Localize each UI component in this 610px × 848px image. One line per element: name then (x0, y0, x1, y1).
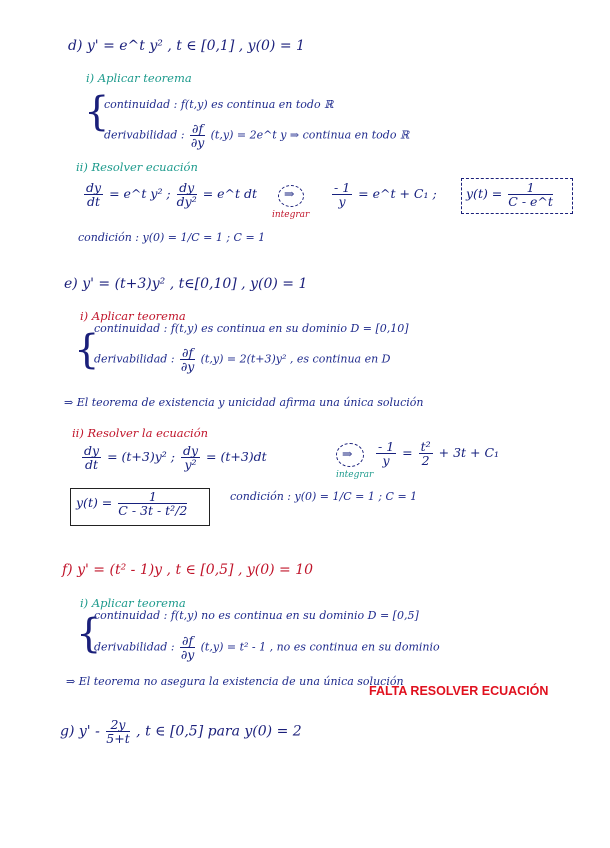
dy2-den: dy² (176, 194, 197, 210)
dt-den: dt (85, 457, 99, 473)
dt-den: dt (87, 194, 101, 210)
eq-a-rest: = (t+3)y² ; (107, 449, 175, 465)
dy-num-2: dy (182, 443, 199, 458)
dy-num: dy (86, 180, 102, 195)
arrow-e: ⇒ (342, 446, 353, 461)
brace-d: { (84, 89, 110, 135)
deriv-rest: (t,y) = t² - 1 , no es continua en su dominio (200, 640, 440, 654)
partial-den: ∂y (190, 135, 205, 151)
sol-num: 1 (118, 490, 187, 504)
problem-d-integrated (330, 181, 437, 208)
problem-g-header (60, 718, 302, 745)
problem-e-step2: ii) Resolver la ecuación (72, 426, 209, 440)
problem-d-continuity: continuidad : f(t,y) es continua en todo ℝ (104, 98, 334, 111)
problem-e-continuity: continuidad : f(t,y) es continua en su dominio D = [0,10] (94, 322, 409, 335)
problem-d-header: d) y' = e^t y² , t ∈ [0,1] , y(0) = 1 (68, 38, 305, 54)
minus-one: - 1 (378, 439, 395, 454)
problem-f-continuity: continuidad : f(t,y) no es continua en su dominio D = [0,5] (94, 609, 419, 622)
deriv-label: derivabilidad : (104, 128, 185, 142)
sol-den: C - e^t (508, 194, 553, 210)
eq-c-rest: + 3t + C₁ (438, 445, 500, 461)
partial-num: ∂f (182, 345, 194, 360)
g-frac-num: 2y (106, 718, 129, 732)
problem-d-derivability (104, 122, 409, 149)
problem-d-condition: condición : y(0) = 1/C = 1 ; C = 1 (78, 231, 266, 244)
dy-num-2: dy (177, 181, 197, 195)
sol-lhs: y(t) = (466, 186, 503, 202)
eq-b-rest: = (t+3)dt (206, 449, 267, 465)
missing-solution-warning: FALTA RESOLVER ECUACIÓN (369, 684, 549, 698)
problem-f-step1: i) Aplicar teorema (80, 596, 186, 610)
g-header-b: , t ∈ [0,5] para y(0) = 2 (136, 723, 302, 740)
problem-e-conclusion: ⇒ El teorema de existencia y unicidad afirma una única solución (64, 396, 424, 409)
problem-d-separation (82, 181, 257, 208)
g-header-a: g) y' - (60, 723, 100, 740)
eq-b-rest: = e^t dt (202, 186, 258, 202)
y-den: y (382, 453, 390, 469)
integrar-note-e: integrar (336, 470, 374, 480)
sol-num: 1 (508, 181, 553, 195)
y-den: y (338, 194, 346, 210)
eq-a-rest: = e^t y² ; (109, 186, 171, 202)
problem-e-derivability (94, 346, 391, 373)
two-den: 2 (421, 453, 430, 469)
brace-e: { (74, 327, 100, 373)
dy-num: dy (84, 443, 100, 458)
y2-den: y² (184, 457, 197, 473)
deriv-label: derivabilidad : (94, 352, 175, 366)
problem-e-solution (76, 490, 189, 517)
integrar-note-d: integrar (272, 210, 310, 220)
problem-e-separation (80, 444, 267, 471)
problem-e-step1: i) Aplicar teorema (80, 309, 186, 323)
partial-num: ∂f (192, 121, 204, 136)
partial-den: ∂y (180, 359, 195, 375)
eq-c-rest: = e^t + C₁ ; (358, 186, 437, 202)
deriv-rest: (t,y) = 2(t+3)y² , es continua en D (200, 352, 391, 366)
problem-e-integrated (374, 440, 499, 467)
problem-f-derivability (94, 634, 440, 661)
deriv-label: derivabilidad : (94, 640, 175, 654)
t2-num: t² (420, 439, 431, 454)
partial-num: ∂f (182, 633, 194, 648)
g-frac-den: 5+t (106, 731, 130, 747)
deriv-rest: (t,y) = 2e^t y ⇒ continua en todo ℝ (210, 128, 410, 142)
problem-f-conclusion: ⇒ El teorema no asegura la existencia de una única solución (66, 675, 404, 688)
equals: = (402, 445, 413, 461)
partial-den: ∂y (180, 647, 195, 663)
brace-f: { (76, 611, 102, 657)
problem-e-condition: condición : y(0) = 1/C = 1 ; C = 1 (230, 490, 418, 503)
sol-lhs: y(t) = (76, 495, 113, 511)
problem-e-header: e) y' = (t+3)y² , t∈[0,10] , y(0) = 1 (64, 276, 308, 292)
sol-den: C - 3t - t²/2 (118, 503, 188, 519)
minus-one: - 1 (334, 180, 351, 195)
problem-d-solution (466, 181, 555, 208)
problem-d-step1: i) Aplicar teorema (86, 71, 192, 85)
problem-d-step2: ii) Resolver ecuación (76, 160, 198, 174)
problem-f-header: f) y' = (t² - 1)y , t ∈ [0,5] , y(0) = 10 (62, 562, 314, 578)
arrow-d: ⇒ (284, 186, 295, 201)
